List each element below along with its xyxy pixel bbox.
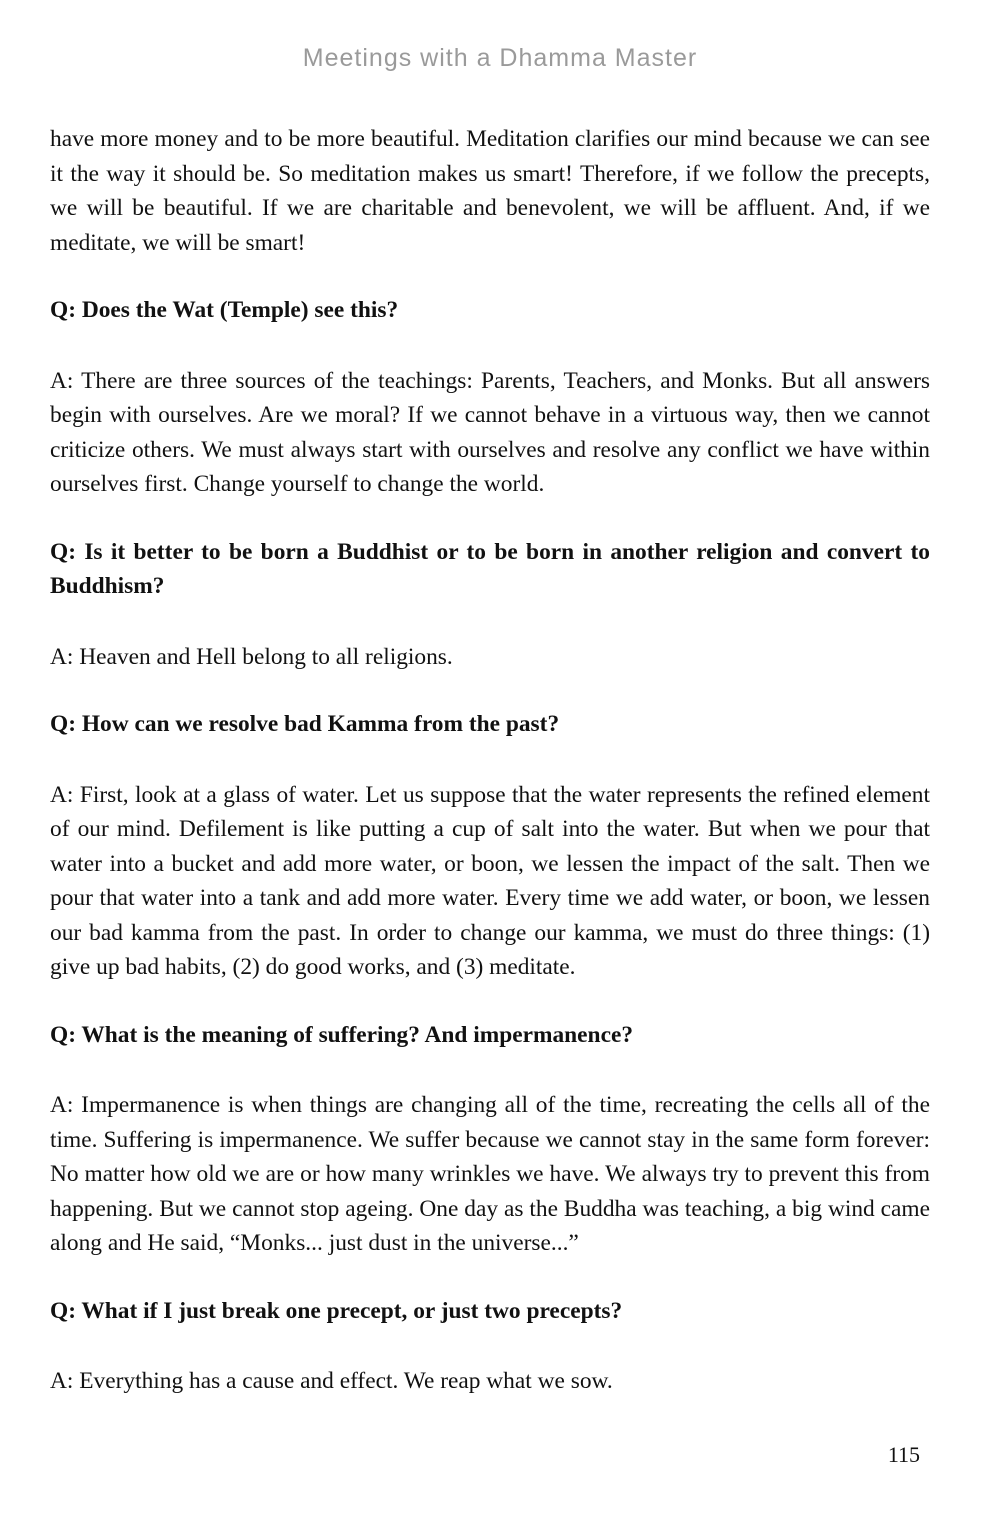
- question-4: Q: What is the meaning of suffering? And impermanence?: [50, 1021, 634, 1048]
- answer-3: A: First, look at a glass of water. Let us suppose that the water represents the refined element of our mind. Defilement is like putting a cup of salt into the water. But when we pour that water into a bucket and add more water, or boon, we lessen the impact of the salt. Then we pour that water into a tank and add more water. Every time we add water, or boon, we lessen our bad kamma from the past. In order to change our kamma, we must do three things: (1) give up bad habits, (2) do good works, and (3) meditate.: [50, 781, 930, 980]
- running-header: Meetings with a Dhamma Master: [302, 44, 698, 72]
- question-1: Q: Does the Wat (Temple) see this?: [50, 297, 399, 323]
- answer-4: A: Impermanence is when things are changing all of the time, recreating the cells all of the time. Suffering is impermanence. We suffer because we cannot stay in the same form forever: No matter how old we are or how many wrinkles we have. We always try to prevent this from happening. But we cannot stop ageing. One day as the Buddha was teaching, a big wind came along and He said, “Monks... just dust in the universe...”: [50, 1092, 930, 1256]
- question-5: Q: What if I just break one precept, or just two precepts?: [50, 1297, 623, 1324]
- question-2: Q: Is it better to be born a Buddhist or to be born in another religion and convert to Buddhism?: [50, 538, 930, 599]
- question-3: Q: How can we resolve bad Kamma from the past?: [50, 711, 560, 737]
- page-body: [50, 122, 930, 1399]
- answer-5: A: Everything has a cause and effect. We reap what we sow.: [50, 1368, 613, 1394]
- answer-2: A: Heaven and Hell belong to all religions.: [50, 643, 453, 670]
- page-number: 115: [887, 1442, 920, 1467]
- intro-paragraph: have more money and to be more beautiful. Meditation clarifies our mind because we can see it the way it should be. So meditation makes us smart! Therefore, if we follow the precepts, we will be beautiful. If we are charitable and benevolent, we will be affluent. And, if we meditate, we will be smart!: [50, 126, 930, 256]
- answer-1: A: There are three sources of the teachings: Parents, Teachers, and Monks. But all answers begin with ourselves. Are we moral? If we cannot behave in a virtuous way, then we cannot criticize others. We must always start with ourselves and resolve any conflict we have within ourselves first. Change yourself to change the world.: [50, 367, 930, 497]
